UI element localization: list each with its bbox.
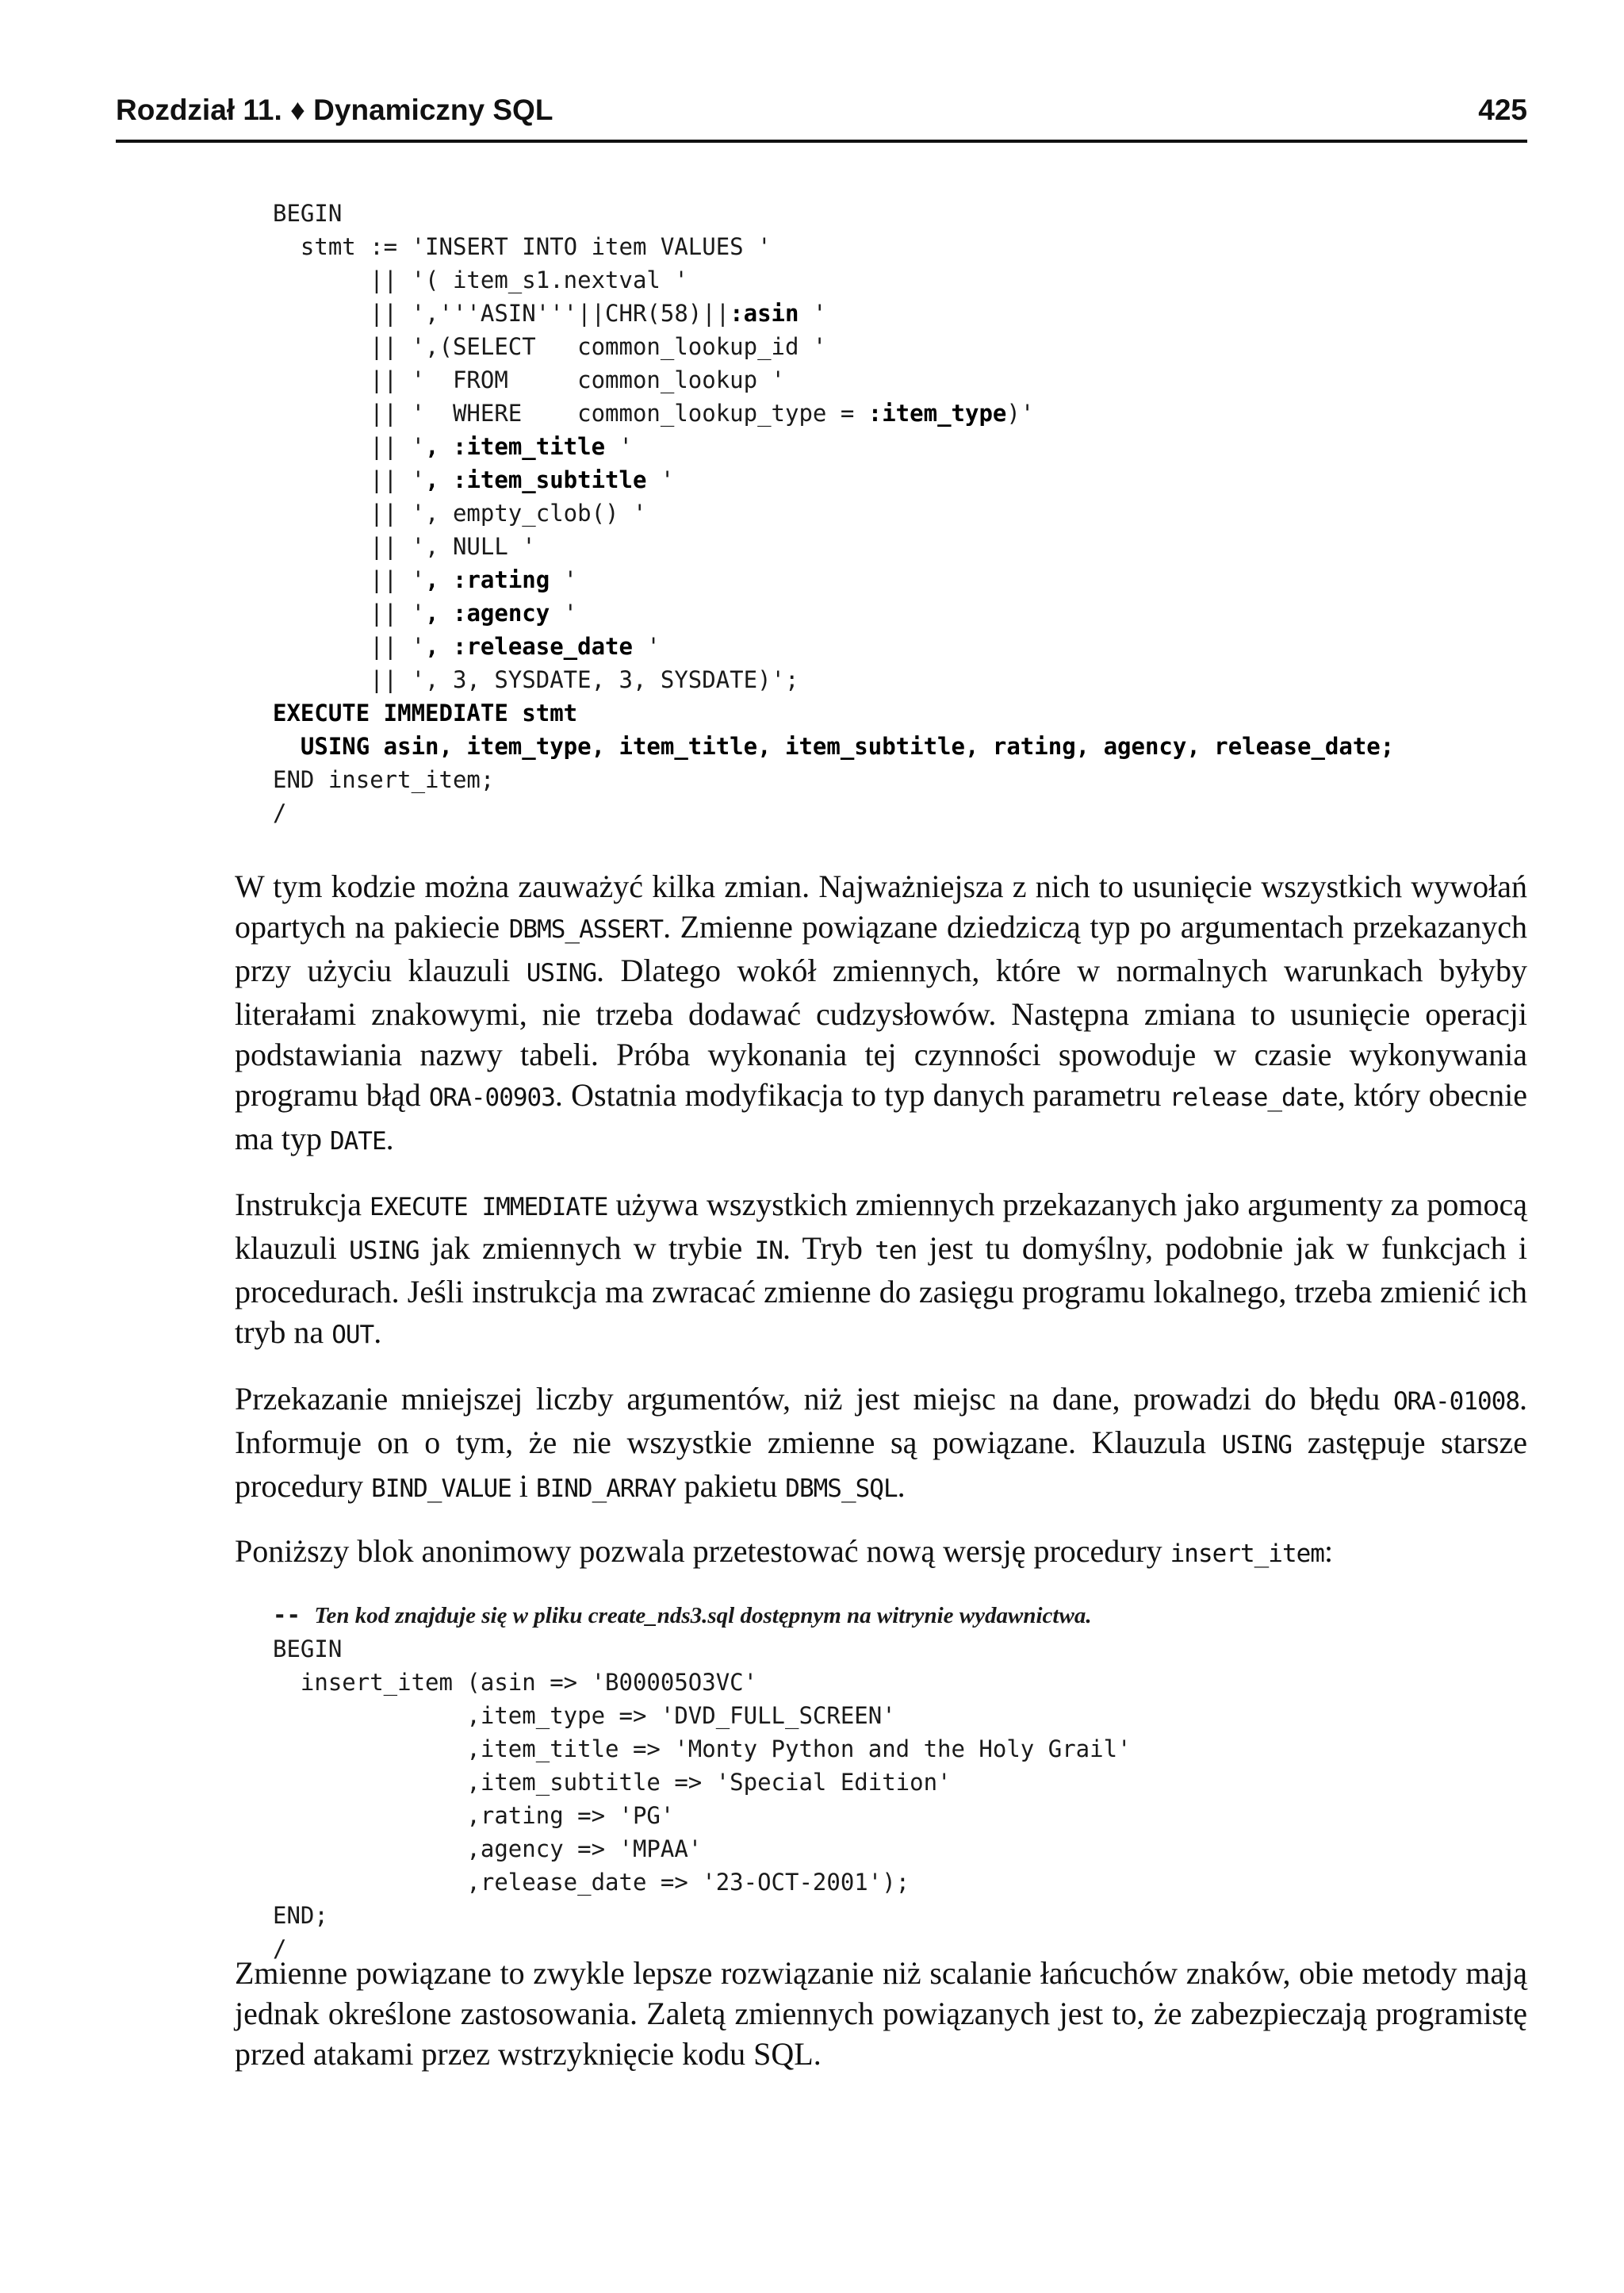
code-token: || '	[273, 466, 426, 493]
page-header	[116, 94, 1527, 143]
code-token: || ',(SELECT common_lookup_id '	[273, 333, 827, 360]
code-token: END insert_item;	[273, 766, 495, 793]
code-listing-procedure	[273, 197, 1394, 830]
code-bold-token: , :item_title	[425, 433, 606, 460]
code-token: || '	[273, 433, 426, 460]
code-token: '	[605, 433, 633, 460]
text-run: używa wszystkich zmiennych przekazanych jako argumenty za pomocą klauzuli	[235, 1187, 1528, 1266]
code-token: ,item_type => 'DVD_FULL_SCREEN'	[273, 1702, 896, 1729]
inline-code: ORA-01008	[1393, 1387, 1519, 1416]
code-line	[273, 533, 536, 560]
code-line	[273, 1902, 328, 1929]
code-bold-token: :asin	[730, 300, 799, 327]
inline-code: IN	[754, 1237, 783, 1265]
code-line	[273, 333, 826, 360]
inline-code: OUT	[331, 1321, 374, 1349]
code-line	[273, 666, 799, 693]
code-token: ,item_title => 'Monty Python and the Holy Grail'	[273, 1735, 1132, 1762]
code-line	[273, 1802, 674, 1829]
inline-code: BIND_VALUE	[371, 1474, 511, 1503]
paragraph-anonymous-block-intro	[235, 1531, 1527, 1574]
inline-code: insert_item	[1170, 1540, 1324, 1568]
code-token: '	[632, 633, 661, 660]
text-run: .	[373, 1314, 382, 1350]
inline-code: USING	[349, 1237, 419, 1265]
text-run: . Dlatego wokół zmiennych, które w normalnych warunkach byłyby literałami znakowymi, nie trzeba dodawać cudzysłowów. Następna zmiana to usunięcie operacji podstawiania nazwy tabeli. Próba wykonania tej czynności spowoduje w czasie wykonywania programu błąd	[235, 953, 1527, 1113]
code-bold-token: :item_type	[868, 400, 1007, 427]
inline-code: ten	[875, 1237, 917, 1265]
code-bold-token: EXECUTE IMMEDIATE stmt	[273, 700, 578, 727]
paragraph-conclusion	[235, 1953, 1527, 2074]
code-line	[273, 500, 646, 527]
text-run: .	[897, 1468, 906, 1504]
code-line	[273, 600, 577, 627]
code-line	[273, 266, 688, 293]
code-bold-token: , :agency	[425, 600, 550, 627]
code-bold-token: , :item_subtitle	[425, 466, 647, 493]
code-token: || ', 3, SYSDATE, 3, SYSDATE)';	[273, 666, 799, 693]
code-line	[273, 700, 577, 727]
code-token: || ', empty_clob() '	[273, 500, 647, 527]
code-token: '	[646, 466, 675, 493]
code-token: || '	[273, 600, 426, 627]
chapter-title: Rozdział 11. ♦ Dynamiczny SQL	[116, 94, 553, 126]
code-token: stmt := 'INSERT INTO item VALUES '	[273, 233, 772, 260]
code-line	[273, 400, 1034, 427]
inline-code: ORA-00903	[428, 1083, 555, 1112]
text-run: Poniższy blok anonimowy pozwala przetestować nową wersję procedury	[235, 1533, 1170, 1569]
paragraph-execute-immediate	[235, 1184, 1527, 1355]
inline-code: DATE	[329, 1127, 386, 1156]
code-line	[273, 766, 494, 793]
code-token: BEGIN	[273, 1635, 343, 1662]
inline-code: USING	[526, 959, 597, 987]
text-run: . Zmienne powiązane dziedziczą typ po argumentach przekazanych przy użyciu klauzuli	[235, 909, 1528, 988]
text-run: jak zmiennych w trybie	[419, 1230, 755, 1266]
inline-code: DBMS_SQL	[785, 1474, 898, 1503]
inline-code: BIND_ARRAY	[535, 1474, 676, 1503]
text-run: . Informuje on o tym, że nie wszystkie zmienne są powiązane. Klauzula	[235, 1381, 1527, 1460]
code-line	[273, 1702, 896, 1729]
code-line	[273, 200, 342, 227]
code-line	[273, 733, 1394, 760]
code-token: insert_item (asin => 'B00005O3VC'	[273, 1669, 758, 1696]
code-line	[273, 433, 633, 460]
code-line	[273, 799, 286, 826]
code-token: ,item_subtitle => 'Special Edition'	[273, 1769, 952, 1796]
text-run: jest tu domyślny, podobnie jak w funkcjach i procedurach. Jeśli instrukcja ma zwracać zmienne do zasięgu programu lokalnego, trzeba zmienić ich tryb na	[235, 1230, 1528, 1350]
text-run: W tym kodzie można zauważyć kilka zmian. Najważniejsza z nich to usunięcie wszystkich wywołań opartych na pakiecie	[235, 869, 1527, 945]
code-line	[273, 300, 826, 327]
text-run: Przekazanie mniejszej liczby argumentów, niż jest miejsc na dane, prowadzi do błędu	[235, 1381, 1394, 1417]
code-line	[273, 566, 577, 593]
text-run: , który obecnie ma typ	[235, 1077, 1528, 1156]
code-line	[273, 366, 785, 393]
code-bold-token: USING asin, item_type, item_title, item_subtitle, rating, agency, release_date;	[273, 733, 1395, 760]
text-run: pakietu	[676, 1468, 786, 1504]
code-token: ,rating => 'PG'	[273, 1802, 675, 1829]
inline-code: DBMS_ASSERT	[508, 915, 664, 944]
code-token: /	[273, 799, 287, 826]
inline-code: USING	[1221, 1431, 1293, 1459]
code-comment-text: Ten kod znajduje się w pliku create_nds3.sql dostępnym na witrynie wydawnictwa.	[314, 1603, 1092, 1628]
text-run: Instrukcja	[235, 1187, 370, 1222]
code-token: || '	[273, 566, 426, 593]
code-line	[273, 633, 661, 660]
paragraph-changes	[235, 866, 1527, 1162]
code-token: '	[799, 300, 827, 327]
text-run: . Ostatnia modyfikacja to typ danych parametru	[554, 1077, 1170, 1113]
text-run: Zmienne powiązane to zwykle lepsze rozwiązanie niż scalanie łańcuchów znaków, obie metody mają jednak określone zastosowania. Zaletą zmiennych powiązanych jest to, że zabezpieczają programistę przed atakami przez wstrzyknięcie kodu SQL.	[235, 1955, 1527, 2072]
code-line	[273, 1835, 702, 1862]
inline-code: EXECUTE IMMEDIATE	[370, 1193, 608, 1221]
code-token: || ' FROM common_lookup '	[273, 366, 786, 393]
code-bold-token: , :release_date	[425, 633, 633, 660]
code-line	[273, 1735, 1132, 1762]
code-line	[273, 1635, 342, 1662]
code-token: ,release_date => '23-OCT-2001');	[273, 1869, 910, 1896]
code-line	[273, 1669, 757, 1696]
text-run: :	[1323, 1533, 1334, 1569]
code-listing-test-block	[273, 1598, 1132, 1965]
code-line	[273, 1769, 952, 1796]
code-token: '	[550, 566, 578, 593]
text-run: zastępuje starsze procedury	[235, 1424, 1527, 1504]
code-line	[273, 233, 772, 260]
code-token: || '( item_s1.nextval '	[273, 266, 688, 293]
text-run: .	[385, 1121, 394, 1156]
code-token: || ' WHERE common_lookup_type =	[273, 400, 868, 427]
code-token: || ','''ASIN'''||CHR(58)||	[273, 300, 730, 327]
page-number: 425	[1478, 94, 1527, 126]
code-token: END;	[273, 1902, 328, 1929]
code-token: '	[550, 600, 578, 627]
code-token: ,agency => 'MPAA'	[273, 1835, 703, 1862]
paragraph-ora-01008	[235, 1378, 1527, 1509]
code-line	[273, 1869, 910, 1896]
code-token: )'	[1006, 400, 1035, 427]
inline-code: release_date	[1169, 1083, 1338, 1112]
code-token: || ', NULL '	[273, 533, 536, 560]
text-run: . Tryb	[782, 1230, 875, 1266]
code-line	[273, 466, 674, 493]
code-test-block-body	[273, 1635, 1132, 1962]
code-token: /	[273, 1935, 287, 1962]
code-token: BEGIN	[273, 200, 343, 227]
code-bold-token: , :rating	[425, 566, 550, 593]
code-token: || '	[273, 633, 426, 660]
text-run: i	[511, 1468, 536, 1504]
code-comment-dashes: --	[273, 1601, 301, 1628]
